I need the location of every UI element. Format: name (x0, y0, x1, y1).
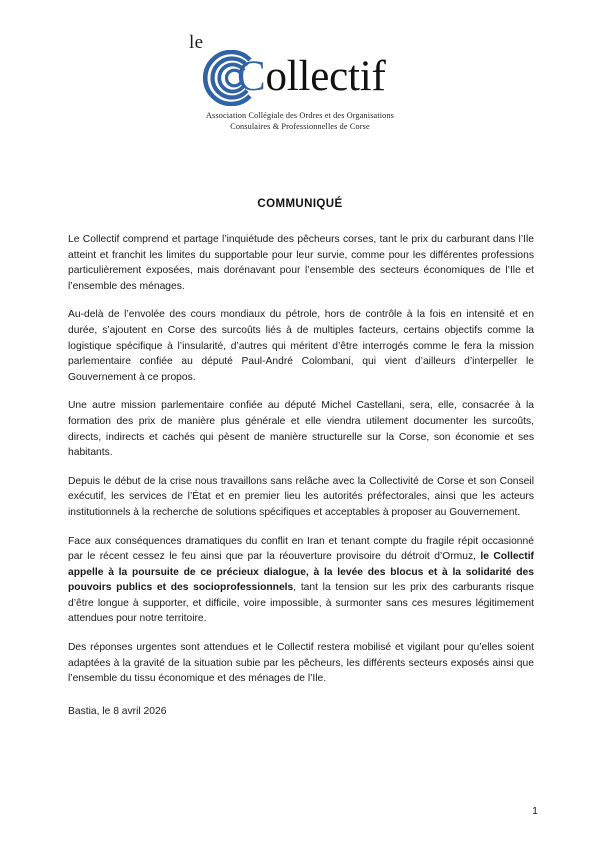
body-paragraph-p2 (68, 307, 534, 385)
text-run: Face aux conséquences dramatiques du conflit en Iran et tenant compte du fragile répit occasionné par le récent cessez le feu ainsi que par la réouverture provisoire du détroit d’Ormuz, (68, 535, 534, 563)
body-paragraph-p3 (68, 398, 534, 460)
text-run: Depuis le début de la crise nous travaillons sans relâche avec la Collectivité de Corse et son Conseil exécutif, les services de l’État et en premier lieu les autorités préfectorales, ainsi que les acteurs institutionnels à la recherche de solutions spécifiques et acceptables à proposer au Gouvernement. (68, 475, 534, 518)
logo-wordmark-capital: C (237, 53, 266, 100)
document-body (68, 232, 534, 719)
tagline-line-2: Consulaires & Professionnelles de Corse (230, 122, 370, 131)
page-number: 1 (532, 805, 538, 817)
emphasis-run: le Collectif appelle à la poursuite de ce précieux dialogue, à la levée des blocus et à la solidarité des pouvoirs publics et des socioprofessionnels (68, 551, 534, 594)
logo-wordmark-rest: ollectif (265, 53, 386, 100)
paragraph-list (68, 232, 534, 687)
logo-wordmark (237, 52, 386, 102)
letterhead-tagline (206, 110, 394, 132)
text-run: Des réponses urgentes sont attendues et le Collectif restera mobilisé et vigilant pour qu’elles soient adaptées à la gravité de la situation subie par les pêcheurs, les différents secteurs exposés ainsi que l’ensemble du tissu économique et des ménages de l’Ile. (68, 642, 534, 685)
body-paragraph-p5 (68, 534, 534, 628)
text-run: Au-delà de l’envolée des cours mondiaux du pétrole, hors de contrôle à la fois en intensité et en durée, s’ajoutent en Corse des surcoûts liés à de multiples facteurs, certains objectifs comme la logistique spécifique à l’insularité, d’autres qui méritent d’être interrogés comme le fera la mission parlementaire confiée au député Paul-André Colombani, qui vient d’ailleurs d’interpeller le Gouvernement à ce propos. (68, 309, 534, 383)
text-run: Le Collectif comprend et partage l’inquiétude des pêcheurs corses, tant le prix du carburant dans l’Ile atteint et franchit les limites du supportable pour leur survie, comme pour les différentes professions particulièrement exposées, mais dorénavant pour l’ensemble des secteurs économiques de l’Ile et l’ensemble des ménages. (68, 234, 534, 292)
body-paragraph-p1 (68, 232, 534, 294)
text-run: Une autre mission parlementaire confiée au député Michel Castellani, sera, elle, consacrée à la formation des prix de manière plus générale et elle viendra utilement documenter les surcoûts, directs, indirects et cachés qui pèsent de manière structurelle sur la Corse, son économie et ses habitants. (68, 400, 534, 459)
body-paragraph-p4 (68, 474, 534, 521)
body-paragraph-p6 (68, 640, 534, 687)
logo-article-le: le (189, 32, 204, 53)
tagline-line-1: Association Collégiale des Ordres et des Organisations (205, 111, 395, 120)
text-run: , tant la tension sur les prix des carburants risque d’être longue à supporter, et difficile, voire impossible, à surmonter sans ces mesures légitimement attendues pour notre territoire. (68, 582, 535, 625)
collectif-logo (185, 28, 415, 106)
page-title: COMMUNIQUÉ (257, 197, 343, 210)
letterhead (0, 28, 600, 132)
signoff-date: Bastia, le 8 avril 2026 (68, 705, 167, 717)
